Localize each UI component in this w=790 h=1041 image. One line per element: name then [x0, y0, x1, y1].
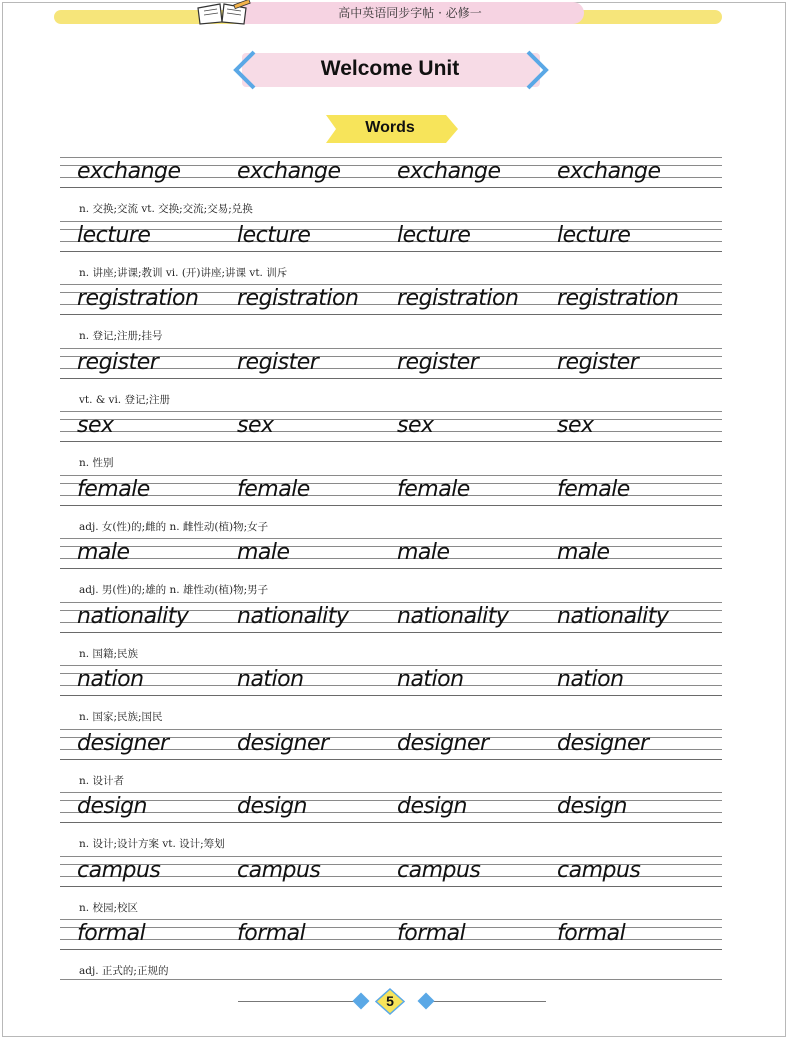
practice-word: nation [77, 667, 144, 692]
word-meaning: adj. 男(性)的;雄的 n. 雄性动(植)物;男子 [79, 584, 269, 596]
practice-word: register [237, 349, 319, 375]
word-entry [60, 727, 722, 791]
practice-word: nationality [557, 603, 669, 629]
practice-word: nationality [397, 603, 509, 629]
practice-word: formal [237, 921, 306, 946]
guide-line [60, 251, 722, 252]
practice-word: sex [397, 413, 434, 438]
footer-line [238, 1001, 356, 1002]
practice-word: design [397, 794, 467, 819]
practice-word: designer [397, 730, 489, 756]
word-list [60, 155, 722, 981]
practice-word: campus [77, 857, 161, 883]
guide-line [60, 441, 722, 442]
guide-line [60, 314, 722, 315]
practice-word: lecture [237, 222, 311, 248]
guide-line [60, 822, 722, 823]
guide-line [60, 431, 722, 432]
guide-line [60, 505, 722, 506]
word-meaning: n. 性别 [79, 457, 114, 469]
practice-word: nation [397, 667, 464, 692]
word-meaning: n. 国家;民族;国民 [79, 711, 163, 723]
practice-word: nationality [77, 603, 189, 629]
guide-line [60, 348, 722, 349]
word-meaning: n. 设计者 [79, 774, 124, 787]
practice-word: lecture [397, 222, 471, 248]
guide-line [60, 284, 722, 285]
word-entry [60, 917, 722, 981]
guide-line [60, 568, 722, 569]
practice-word: registration [237, 286, 359, 311]
word-entry [60, 473, 722, 537]
word-entry [60, 219, 722, 283]
word-meaning: n. 登记;注册;挂号 [79, 330, 163, 342]
practice-word: male [397, 540, 450, 565]
practice-word: campus [557, 857, 641, 883]
open-book-icon [192, 0, 252, 26]
practice-word: nation [237, 667, 304, 692]
practice-word: exchange [77, 159, 181, 184]
guide-line [60, 157, 722, 158]
word-entry [60, 282, 722, 346]
closing-rule [60, 979, 722, 980]
word-entry [60, 600, 722, 664]
practice-word: formal [77, 921, 146, 946]
practice-word: registration [557, 286, 679, 311]
practice-word: male [77, 540, 130, 565]
practice-word: formal [397, 921, 466, 946]
word-meaning: n. 交换;交流 vt. 交换;交流;交易;兑换 [79, 203, 253, 215]
word-meaning: vt. & vi. 登记;注册 [79, 393, 171, 406]
practice-word: register [397, 349, 479, 375]
practice-word: sex [557, 413, 594, 438]
practice-word: designer [77, 730, 169, 756]
practice-word: lecture [77, 222, 151, 248]
practice-word: male [557, 540, 610, 565]
practice-word: nation [557, 667, 624, 692]
guide-line [60, 602, 722, 603]
practice-word: formal [557, 921, 626, 946]
word-meaning: adj. 女(性)的;雌的 n. 雌性动(植)物;女子 [79, 520, 269, 533]
guide-line [60, 949, 722, 950]
word-entry [60, 536, 722, 600]
practice-word: sex [77, 413, 114, 438]
word-meaning: n. 国籍;民族 [79, 647, 138, 660]
guide-line [60, 792, 722, 793]
practice-word: register [77, 349, 159, 375]
practice-word: registration [77, 286, 199, 311]
practice-word: register [557, 349, 639, 375]
guide-line [60, 411, 722, 412]
practice-word: designer [237, 730, 329, 756]
practice-word: female [77, 476, 150, 502]
word-entry [60, 663, 722, 727]
guide-line [60, 759, 722, 760]
word-entry [60, 155, 722, 219]
practice-word: campus [397, 857, 481, 883]
practice-word: campus [237, 857, 321, 883]
word-meaning: n. 校园;校区 [79, 901, 138, 914]
practice-word: exchange [557, 159, 661, 184]
book-series-title: 高中英语同步字帖 · 必修一 [338, 6, 482, 20]
guide-line [60, 475, 722, 476]
word-entry [60, 854, 722, 918]
guide-line [60, 419, 722, 420]
guide-line [60, 665, 722, 666]
guide-line [60, 558, 722, 559]
practice-word: nationality [237, 603, 349, 629]
guide-line [60, 856, 722, 857]
practice-word: registration [397, 286, 519, 311]
practice-word: exchange [397, 159, 501, 184]
word-meaning: adj. 正式的;正规的 [79, 965, 169, 977]
word-meaning: n. 设计;设计方案 vt. 设计;筹划 [79, 838, 225, 850]
section-label: Words [365, 119, 415, 136]
word-entry [60, 409, 722, 473]
practice-word: female [557, 476, 630, 502]
guide-line [60, 632, 722, 633]
practice-word: male [237, 540, 290, 565]
guide-line [60, 729, 722, 730]
practice-word: design [77, 794, 147, 819]
guide-line [60, 886, 722, 887]
guide-line [60, 695, 722, 696]
unit-title: Welcome Unit [320, 57, 460, 80]
practice-word: design [557, 794, 627, 819]
practice-word: designer [557, 730, 649, 756]
word-meaning: n. 讲座;讲课;教训 vi. (开)讲座;讲课 vt. 训斥 [79, 266, 288, 279]
guide-line [60, 538, 722, 539]
word-entry [60, 346, 722, 410]
guide-line [60, 378, 722, 379]
word-entry [60, 790, 722, 854]
guide-line [60, 546, 722, 547]
practice-word: exchange [237, 159, 341, 184]
practice-word: lecture [557, 222, 631, 248]
page-number: 5 [386, 993, 394, 1009]
guide-line [60, 221, 722, 222]
practice-word: sex [237, 413, 274, 438]
practice-word: female [397, 476, 470, 502]
practice-word: design [237, 794, 307, 819]
footer-line [430, 1001, 546, 1002]
guide-line [60, 187, 722, 188]
guide-line [60, 919, 722, 920]
practice-word: female [237, 476, 310, 502]
